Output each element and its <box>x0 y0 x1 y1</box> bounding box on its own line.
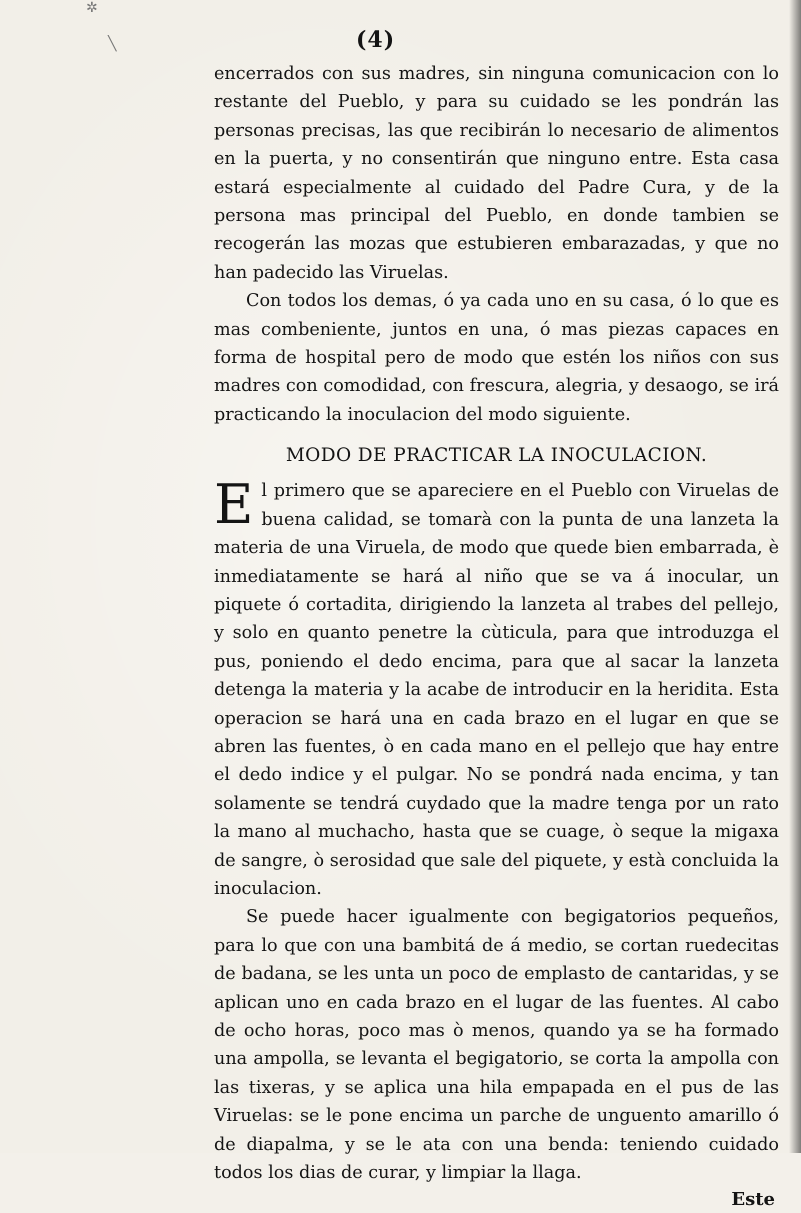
drop-cap: E <box>214 473 254 537</box>
page-edge-shadow <box>789 0 801 1153</box>
paragraph-1: encerrados con sus madres, sin ninguna comunicacion con lo restante del Pueblo, y para su cuidado se les pondrán las personas precisas, las que recibirán lo necesario de alimentos en la puerta, y no consentirán que ninguno entre. Esta casa estará especialmente al cuidado del Padre Cura, y de la persona mas principal del Pueblo, en donde tambien se recogerán las mozas que estubieren embarazadas, y que no han padecido las Viruelas. <box>214 64 779 283</box>
text-column <box>214 60 779 1213</box>
margin-mark: ✲ <box>86 0 98 16</box>
paragraph-2: Con todos los demas, ó ya cada uno en su casa, ó lo que es mas combeniente, juntos en una, ó mas piezas capaces en forma de hospital pero de modo que estén los niños con sus madres con comodidad, con frescura, alegria, y desaogo, se irá practicando la inoculacion del modo siguiente. <box>214 291 779 425</box>
paragraph-3 <box>214 473 779 903</box>
paragraph-4: Se puede hacer igualmente con begigatorios pequeños, para lo que con una bambitá de á medio, se cortan ruedecitas de badana, se les unta un poco de emplasto de cantaridas, y se aplican uno en cada brazo en el lugar de las fuentes. Al cabo de ocho horas, poco mas ò menos, quando ya se ha formado una ampolla, se levanta el begigatorio, se corta la ampolla con las tixeras, y se aplica una hila empapada en el pus de las Viruelas: se le pone encima un parche de unguento amarillo ó de diapalma, y se le ata con una benda: teniendo cuidado todos los dias de curar, y limpiar la llaga. <box>214 907 779 1184</box>
paragraph-3-text: l primero que se apareciere en el Pueblo con Viruelas de buena calidad, se tomarà con la punta de una lanzeta la materia de una Viruela, de modo que quede bien embarrada, è inmediatamente se hará al niño que se va á inocular, un piquete ó cortadita, dirigiendo la lanzeta al trabes del pellejo, y solo en quanto penetre la cùticula, para que introduzga el pus, poniendo el dedo encima, para que al sacar la lanzeta detenga la materia y la acabe de introducir en la heridita. Esta operacion se hará una en cada brazo en el lugar en que se abren las fuentes, ò en cada mano en el pellejo que hay entre el dedo indice y el pulgar. No se pondrá nada encima, y tan solamente se tendrá cuydado que la madre tenga por un rato la mano al muchacho, hasta que se cuage, ò seque la migaxa de sangre, ò serosidad que sale del piquete, y està concluida la inoculacion. <box>214 481 779 899</box>
page-number: (4) <box>356 27 396 53</box>
catchword: Este <box>731 1189 775 1211</box>
margin-mark: ╲ <box>108 36 117 52</box>
section-heading: MODO DE PRACTICAR LA INOCULACION. <box>285 445 708 467</box>
